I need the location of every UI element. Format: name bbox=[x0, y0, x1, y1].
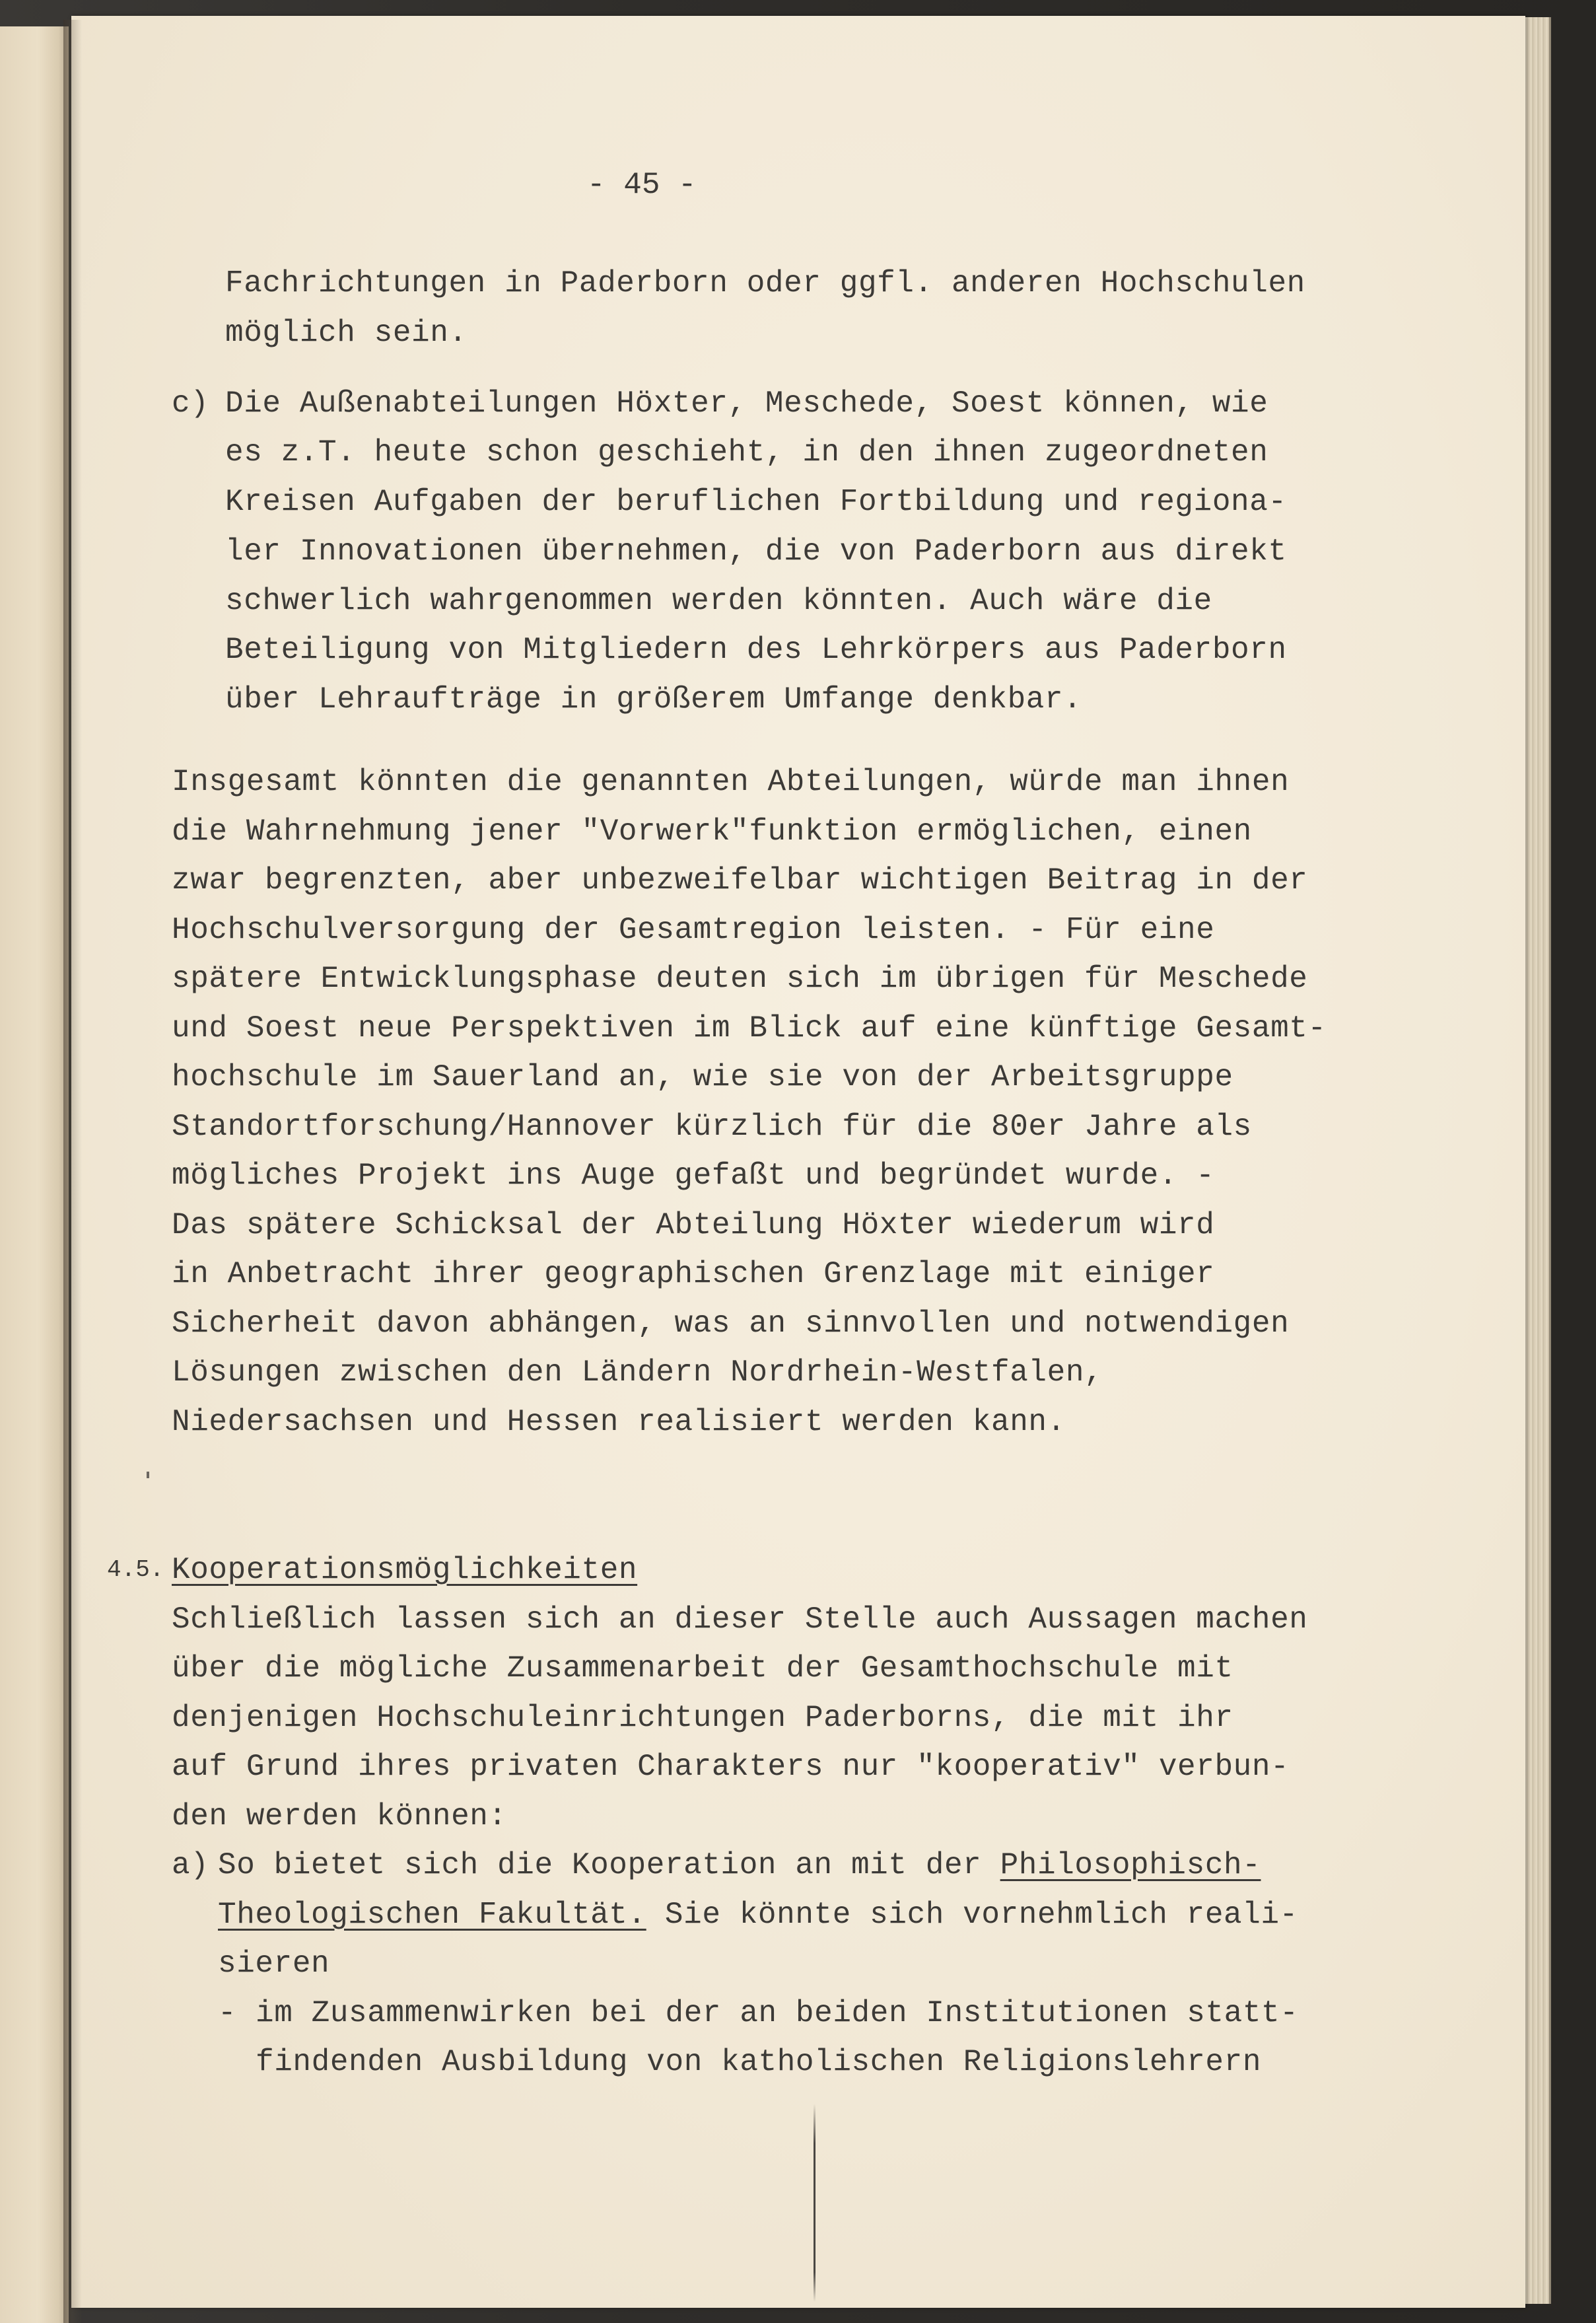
text-line: mögliches Projekt ins Auge gefaßt und begründet wurde. - bbox=[172, 1159, 1215, 1193]
text-line: hochschule im Sauerland an, wie sie von der Arbeitsgruppe bbox=[172, 1060, 1233, 1094]
text-line: Niedersachsen und Hessen realisiert werden kann. bbox=[172, 1405, 1066, 1439]
section-title: Kooperationsmöglichkeiten bbox=[172, 1553, 638, 1587]
page-number: - 45 - bbox=[587, 168, 697, 202]
text-line: es z.T. heute schon geschieht, in den ihnen zugeordneten bbox=[225, 435, 1268, 470]
text-line bbox=[218, 1847, 1261, 1884]
text-line: die Wahrnehmung jener "Vorwerk"funktion ermöglichen, einen bbox=[172, 814, 1252, 849]
underlined-term: Theologischen Fakultät. bbox=[218, 1898, 646, 1932]
text-line: auf Grund ihres privaten Charakters nur "kooperativ" verbun- bbox=[172, 1750, 1290, 1784]
text-line: zwar begrenzten, aber unbezweifelbar wichtigen Beitrag in der bbox=[172, 863, 1308, 898]
previous-page-edge bbox=[0, 26, 69, 2323]
stray-mark bbox=[147, 1472, 149, 1478]
text-line: Sicherheit davon abhängen, was an sinnvollen und notwendigen bbox=[172, 1306, 1290, 1341]
text-line: Insgesamt könnten die genannten Abteilungen, würde man ihnen bbox=[172, 765, 1290, 799]
text-line: Die Außenabteilungen Höxter, Meschede, Soest können, wie bbox=[225, 386, 1268, 421]
text-line: über die mögliche Zusammenarbeit der Gesamthochschule mit bbox=[172, 1651, 1233, 1686]
text-line: in Anbetracht ihrer geographischen Grenzlage mit einiger bbox=[172, 1257, 1215, 1291]
text-line: möglich sein. bbox=[225, 316, 468, 350]
text-line: spätere Entwicklungsphase deuten sich im übrigen für Meschede bbox=[172, 962, 1308, 996]
text-line: Fachrichtungen in Paderborn oder ggfl. anderen Hochschulen bbox=[225, 266, 1305, 301]
text-line: im Zusammenwirken bei der an beiden Institutionen statt- bbox=[256, 1996, 1299, 2030]
dash-bullet: - bbox=[218, 1996, 237, 2030]
list-label: c) bbox=[172, 386, 209, 421]
text-line bbox=[218, 1896, 1298, 1933]
pencil-mark bbox=[814, 2104, 815, 2302]
text-line: findenden Ausbildung von katholischen Religionslehrern bbox=[256, 2045, 1262, 2079]
text-line: und Soest neue Perspektiven im Blick auf eine künftige Gesamt- bbox=[172, 1011, 1327, 1046]
text-line: Kreisen Aufgaben der beruflichen Fortbildung und regiona- bbox=[225, 485, 1287, 519]
text-run: Sie könnte sich vornehmlich reali- bbox=[646, 1898, 1298, 1932]
text-line: Das spätere Schicksal der Abteilung Höxter wiederum wird bbox=[172, 1208, 1215, 1242]
underlined-term: Philosophisch- bbox=[1000, 1848, 1261, 1882]
section-number: 4.5. bbox=[107, 1556, 164, 1583]
text-line: Hochschulversorgung der Gesamtregion leisten. - Für eine bbox=[172, 913, 1215, 947]
list-label: a) bbox=[172, 1848, 209, 1882]
text-line: denjenigen Hochschuleinrichtungen Paderborns, die mit ihr bbox=[172, 1701, 1233, 1735]
text-line: Schließlich lassen sich an dieser Stelle auch Aussagen machen bbox=[172, 1602, 1308, 1637]
text-line: über Lehraufträge in größerem Umfange denkbar. bbox=[225, 682, 1082, 717]
text-line: Lösungen zwischen den Ländern Nordrhein-Westfalen, bbox=[172, 1355, 1103, 1390]
text-line: ler Innovationen übernehmen, die von Paderborn aus direkt bbox=[225, 534, 1287, 569]
text-line: schwerlich wahrgenommen werden könnten. Auch wäre die bbox=[225, 584, 1212, 618]
text-line: Beteiligung von Mitgliedern des Lehrkörpers aus Paderborn bbox=[225, 633, 1287, 667]
text-run: So bietet sich die Kooperation an mit der bbox=[218, 1848, 1000, 1882]
text-line: sieren bbox=[218, 1947, 330, 1981]
text-line: den werden können: bbox=[172, 1799, 507, 1834]
text-line: Standortforschung/Hannover kürzlich für die 80er Jahre als bbox=[172, 1110, 1252, 1144]
book-gutter-shadow bbox=[63, 20, 82, 2323]
